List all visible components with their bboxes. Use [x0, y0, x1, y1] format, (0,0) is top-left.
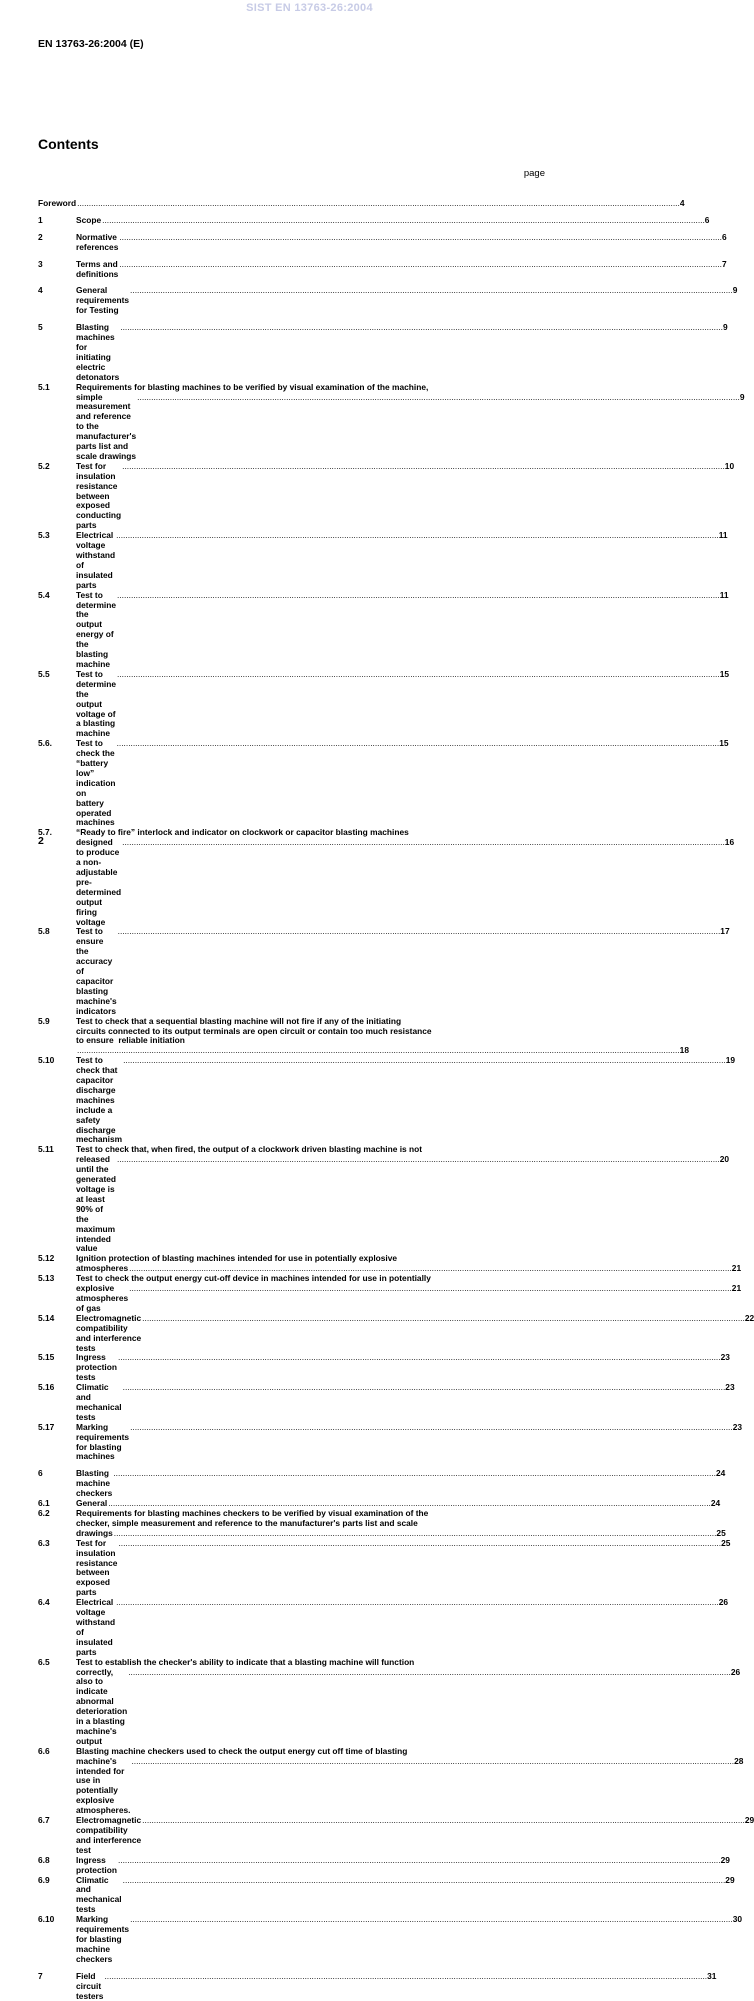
dot-leader: [130, 1915, 733, 1925]
toc-entry[interactable]: [38, 231, 727, 253]
toc-entry-title: correctly, also to indicate abnormal deterioration in a blasting machine's output: [76, 1666, 128, 1746]
toc-entry-page: 24: [715, 1468, 726, 1479]
toc-entry-number: 5.3: [38, 530, 50, 541]
toc-entry-number: 6.5: [38, 1656, 50, 1667]
toc-entry-page: 20: [719, 1154, 730, 1165]
dot-leader: [118, 1539, 721, 1549]
toc-entry-page: 22: [744, 1312, 754, 1323]
toc-entry-page: 16: [724, 837, 735, 848]
toc-entry-title: Ingress protection tests: [76, 1352, 117, 1383]
toc-entry[interactable]: [38, 1874, 735, 1916]
toc-entry-title-line: checker, simple measurement and reference to the manufacturer's parts list and scale: [76, 1517, 418, 1528]
dot-leader: [77, 199, 680, 209]
toc-entry-title: Climatic and mechanical tests: [76, 1874, 122, 1915]
dot-leader: [113, 1469, 716, 1479]
toc-entry-title: Electromagnetic compatibility and interference tests: [76, 1312, 142, 1353]
dot-leader: [123, 1876, 726, 1886]
toc-entry-number: 5.4: [38, 589, 50, 600]
page-title: Contents: [38, 136, 99, 152]
toc-entry[interactable]: [38, 1815, 754, 1856]
toc-entry-title: designed to produce a non-adjustable pre-determined output firing voltage: [76, 837, 122, 927]
toc-entry[interactable]: [38, 1253, 742, 1274]
toc-entry-title-line: Blasting machine checkers used to check the output energy cut off time of blasting: [76, 1745, 408, 1756]
toc-entry-title: released until the generated voltage is at least 90% of the maximum intended value: [76, 1154, 117, 1254]
toc-entry-number: 5.9: [38, 1015, 50, 1026]
toc-entry-title-line: “Ready to fire” interlock and indicator on clockwork or capacitor blasting machines: [76, 827, 409, 838]
toc-entry[interactable]: [38, 1055, 736, 1145]
dot-leader: [123, 1383, 726, 1393]
toc-entry-number: 5.6.: [38, 738, 52, 749]
toc-entry-number: 5.2: [38, 460, 50, 471]
toc-entry-number: 5.7.: [38, 827, 52, 838]
toc-entry-number: 5.12: [38, 1253, 55, 1264]
dot-leader: [117, 591, 720, 601]
dot-leader: [142, 1314, 745, 1324]
dot-leader: [104, 1972, 707, 1982]
toc-entry[interactable]: [38, 381, 745, 462]
dot-leader: [116, 1598, 719, 1608]
toc-entry-page: 29: [744, 1815, 754, 1826]
toc-entry-number: 2: [38, 231, 43, 242]
toc-entry-page: 24: [710, 1498, 721, 1509]
toc-entry-foreword[interactable]: [38, 198, 685, 209]
toc-entry[interactable]: [38, 258, 727, 280]
toc-entry[interactable]: [38, 1144, 730, 1254]
toc-entry-page: 17: [720, 926, 730, 937]
toc-entry[interactable]: [38, 589, 729, 670]
dot-leader: [130, 286, 733, 296]
toc-entry-page: 31: [707, 1970, 717, 1981]
toc-entry-title: simple measurement and reference to the manufacturer's parts list and scale drawings: [76, 391, 137, 461]
toc-entry[interactable]: [38, 460, 735, 531]
toc-entry-page: 28: [734, 1755, 744, 1766]
toc-entry[interactable]: [38, 926, 730, 1016]
toc-entry-page: 18: [679, 1045, 689, 1056]
toc-entry-number: 6.3: [38, 1537, 50, 1548]
toc-entry[interactable]: [38, 1508, 726, 1539]
toc-entry-title-line: Test to check that, when fired, the output of a clockwork driven blasting machine is not: [76, 1144, 423, 1155]
dot-leader: [137, 393, 740, 403]
toc-entry-title: Test for insulation resistance between exposed conducting parts: [76, 460, 122, 531]
dot-leader: [116, 531, 719, 541]
toc-entry-page: 6: [704, 214, 710, 225]
toc-entry-title: atmospheres: [76, 1263, 129, 1274]
toc-entry-page: 11: [718, 530, 728, 541]
toc-entry[interactable]: [38, 1382, 735, 1423]
toc-entry[interactable]: [38, 322, 728, 382]
toc-entry[interactable]: [38, 1970, 717, 2001]
toc-entry-title: General: [76, 1498, 108, 1509]
toc-entry-number: 5.13: [38, 1273, 55, 1284]
toc-entry-number: 6.10: [38, 1914, 55, 1925]
toc-entry-number: 3: [38, 258, 43, 269]
toc-entry-number: 4: [38, 285, 43, 296]
toc-entry-title: Field circuit testers: [76, 1970, 104, 2001]
toc-entry-title: Electrical voltage withstand of insulated parts: [76, 1597, 116, 1657]
toc-entry-number: 7: [38, 1970, 43, 1981]
toc-entry-page: 9: [722, 322, 728, 333]
toc-entry-title: Test to determine the output voltage of a blasting machine: [76, 668, 117, 739]
toc-entry[interactable]: [38, 1015, 689, 1057]
toc-entry-title: explosive atmospheres of gas: [76, 1283, 129, 1313]
table-of-contents: [38, 198, 754, 2001]
toc-entry-number: 5.17: [38, 1421, 55, 1432]
dot-leader: [118, 927, 721, 937]
dot-leader: [122, 838, 725, 848]
toc-entry-page: 7: [722, 258, 727, 269]
dot-leader: [120, 323, 723, 333]
toc-entry-title: Scope: [76, 214, 102, 225]
toc-entry-title: Electrical voltage withstand of insulated parts: [76, 530, 116, 590]
toc-entry-title-line: circuits connected to its output terminals are open circuit or contain too much resistance: [76, 1025, 432, 1036]
toc-entry-number: 5.8: [38, 926, 50, 937]
toc-entry-page: 23: [720, 1352, 730, 1363]
toc-entry-number: 5.5: [38, 668, 50, 679]
watermark: SIST EN 13763-26:2004: [246, 2, 373, 14]
toc-entry-page: 23: [732, 1421, 743, 1432]
toc-entry-title-line: Test to check that a sequential blasting machine will not fire if any of the initiating: [76, 1015, 402, 1026]
toc-entry-number: 5.16: [38, 1382, 55, 1393]
toc-entry[interactable]: [38, 827, 735, 927]
toc-entry-title: Ingress protection: [76, 1854, 117, 1875]
dot-leader: [102, 216, 705, 226]
dot-leader: [129, 1284, 732, 1294]
toc-entry-number: 6: [38, 1468, 43, 1479]
toc-entry-title: Blasting machines for initiating electric detonators: [76, 322, 120, 382]
toc-entry-title-line: Ignition protection of blasting machines intended for use in potentially explosive: [76, 1253, 398, 1264]
dot-leader: [122, 462, 725, 472]
toc-entry-number: 5.1: [38, 381, 50, 392]
dot-leader: [119, 260, 722, 270]
toc-entry-title: Test to determine the output energy of the blasting machine: [76, 589, 117, 669]
dot-leader: [142, 1816, 745, 1826]
toc-entry-title: Normative references: [76, 231, 119, 252]
toc-entry-page: 25: [721, 1537, 731, 1548]
toc-entry-page: 30: [732, 1914, 743, 1925]
toc-entry-number: 6.4: [38, 1597, 50, 1608]
toc-entry-page: 4: [679, 198, 685, 208]
toc-entry-title: Blasting machine checkers: [76, 1468, 113, 1499]
dot-leader: [119, 233, 722, 243]
toc-entry-title-line: to ensure reliable initiation: [76, 1035, 185, 1046]
toc-entry[interactable]: [38, 1273, 742, 1314]
dot-leader: [118, 1856, 721, 1866]
dot-leader: [123, 1056, 726, 1066]
toc-entry-title: machine's intended for use in potentially explosive atmospheres.: [76, 1755, 131, 1816]
dot-leader: [130, 1423, 733, 1433]
toc-entry-number: 6.8: [38, 1854, 50, 1865]
toc-entry-title-line: Test to establish the checker's ability to indicate that a blasting machine will function: [76, 1656, 415, 1667]
dot-leader: [117, 670, 720, 680]
toc-entry-page: 19: [725, 1055, 736, 1066]
toc-entry[interactable]: [38, 1352, 730, 1383]
toc-entry-title: Test to check the “battery low” indication on battery operated machines: [76, 738, 116, 828]
dot-leader: [118, 1353, 721, 1363]
toc-entry-title: Test to ensure the accuracy of capacitor blasting machine's indicators: [76, 926, 117, 1016]
toc-entry[interactable]: [38, 668, 730, 739]
toc-entry[interactable]: [38, 1854, 730, 1876]
toc-entry-title-line: Requirements for blasting machines to be verified by visual examination of the machine,: [76, 381, 429, 392]
toc-entry-page: 21: [731, 1263, 742, 1274]
toc-entry-page: 21: [731, 1283, 742, 1294]
toc-entry-number: 5.10: [38, 1055, 55, 1066]
toc-entry-number: 6.2: [38, 1508, 50, 1518]
toc-entry-number: 6.7: [38, 1815, 50, 1826]
toc-entry[interactable]: [38, 285, 738, 316]
toc-entry-page: 10: [724, 460, 735, 471]
toc-entry-page: 15: [719, 668, 730, 679]
toc-entry-title: Foreword: [38, 198, 77, 208]
toc-entry-title: Climatic and mechanical tests: [76, 1382, 122, 1422]
toc-entry-page: 29: [720, 1854, 730, 1865]
page-column-label: page: [523, 168, 545, 179]
toc-entry-page: 26: [718, 1597, 729, 1608]
dot-leader: [128, 1668, 731, 1678]
toc-entry-page: 9: [739, 391, 745, 402]
document-id: EN 13763-26:2004 (E): [38, 38, 144, 50]
toc-entry[interactable]: [38, 1914, 743, 1965]
toc-entry-number: 1: [38, 214, 43, 225]
toc-entry-title-line: Test to check the output energy cut-off device in machines intended for use in potentially: [76, 1273, 431, 1284]
toc-entry-number: 5.14: [38, 1312, 55, 1323]
toc-entry-number: 6.6: [38, 1745, 50, 1756]
toc-entry-title: drawings: [76, 1527, 113, 1538]
toc-entry-number: 6.1: [38, 1498, 50, 1509]
toc-entry[interactable]: [38, 1421, 743, 1463]
toc-entry-page: 9: [732, 285, 738, 296]
toc-entry[interactable]: [38, 1468, 726, 1499]
toc-entry[interactable]: [38, 1745, 744, 1816]
toc-entry[interactable]: [38, 1656, 741, 1747]
toc-entry-title: Test to check that capacitor discharge machines include a safety discharge mechanism: [76, 1055, 123, 1145]
page-number: 2: [38, 835, 44, 847]
toc-entry-number: 6.9: [38, 1874, 50, 1885]
toc-entry-title: Electromagnetic compatibility and interference test: [76, 1815, 142, 1855]
toc-entry[interactable]: [38, 1597, 729, 1657]
toc-entry[interactable]: [38, 214, 710, 226]
toc-entry-number: 5.15: [38, 1352, 55, 1363]
toc-entry-page: 11: [719, 589, 729, 600]
toc-entry[interactable]: [38, 738, 729, 828]
toc-entry-title: Marking requirements for blasting machine checkers: [76, 1914, 130, 1964]
dot-leader: [117, 739, 720, 749]
toc-entry[interactable]: [38, 530, 728, 590]
toc-entry-number: 5.11: [38, 1144, 54, 1155]
toc-entry-page: 29: [725, 1874, 735, 1885]
toc-entry-title: General requirements for Testing: [76, 285, 130, 316]
toc-entry[interactable]: [38, 1312, 754, 1354]
toc-entry-title: Test for insulation resistance between exposed parts: [76, 1537, 118, 1598]
toc-entry-title: Terms and definitions: [76, 258, 119, 279]
toc-entry[interactable]: [38, 1537, 731, 1598]
dot-leader: [117, 1155, 720, 1165]
toc-entry-page: 26: [730, 1666, 741, 1677]
toc-entry-page: 15: [719, 738, 729, 749]
dot-leader: [131, 1757, 734, 1767]
toc-entry-title: Marking requirements for blasting machines: [76, 1421, 130, 1462]
toc-entry-number: 5: [38, 322, 43, 333]
toc-entry-title-line: Requirements for blasting machines checkers to be verified by visual examination of the: [76, 1508, 429, 1518]
toc-entry-page: 6: [722, 231, 727, 242]
toc-entry-page: 25: [716, 1527, 726, 1538]
toc-entry-page: 23: [725, 1382, 735, 1393]
